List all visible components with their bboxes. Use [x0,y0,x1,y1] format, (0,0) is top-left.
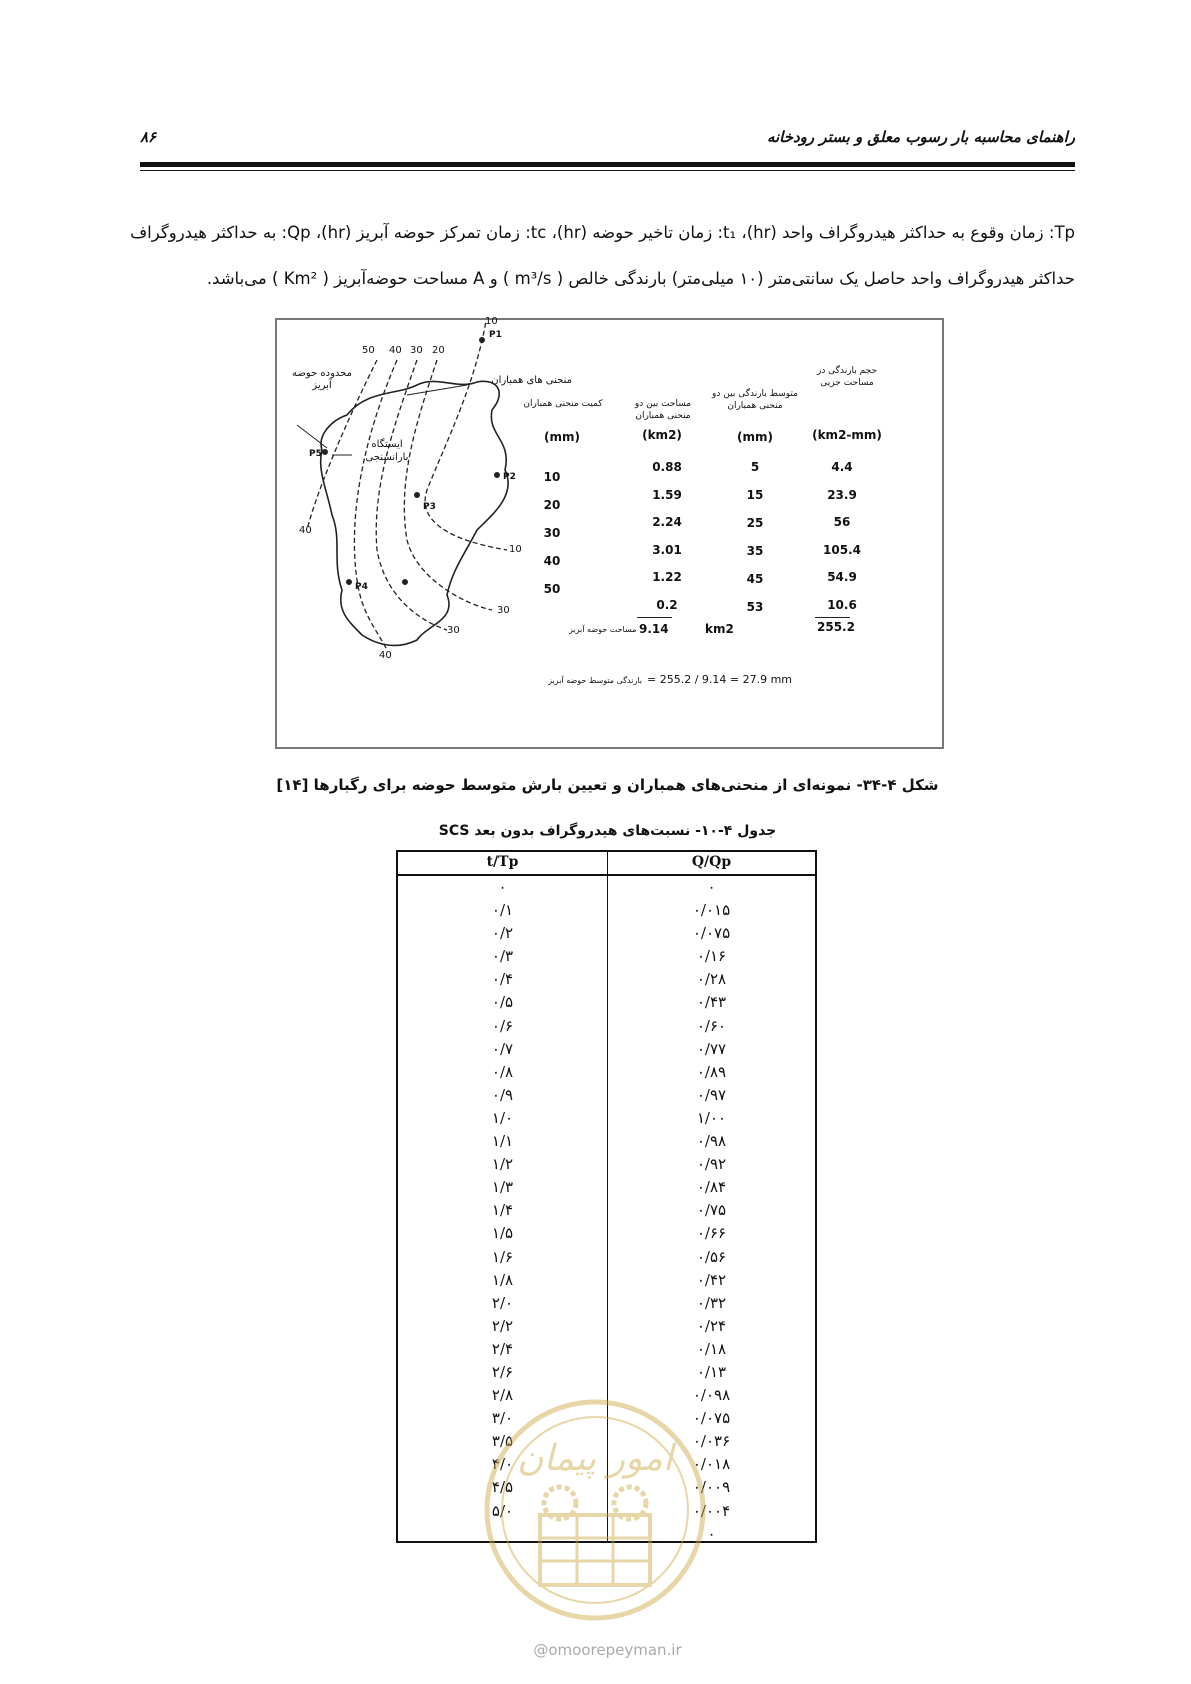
boundary-label: محدوده حوضه آبریز [292,368,352,391]
footer-handle: @omoorepeyman.ir [533,1641,682,1659]
volume-value: 54.9 [827,570,857,584]
col-header-t-tp: t/Tp [486,854,519,870]
area-value: 3.01 [652,542,682,557]
area-value: 1.59 [652,487,682,502]
q-qp-cell: ۰/۴۲ [696,1270,727,1289]
table-row [398,1130,815,1153]
isohyet-value: 40 [543,554,561,568]
t-tp-cell: ۱/۳ [491,1178,514,1197]
isohyet-side-label: 30 [497,605,510,616]
table-row [398,1269,815,1292]
volume-value: 10.6 [827,597,857,612]
station-marker [494,472,500,478]
watermark-stamp [480,1395,710,1625]
volume-value: 4.4 [831,460,853,474]
col-header-q-qp: Q/Qp [691,854,732,870]
isohyet-side-label: 30 [447,625,460,636]
t-tp-cell: ۰/۷ [491,1039,514,1058]
sum-rule [637,617,672,618]
t-tp-cell: ۰/۱ [491,901,514,920]
table-row [398,1222,815,1245]
table-row [398,1315,815,1338]
paragraph-line: Tp: زمان وقوع به حداکثر هیدروگراف واحد (hr)، t₁: زمان تاخیر حوضه (hr)، tc: زمان تمرکز حوضه آبریز (hr)، Qp: به حداکثر هیدروگراف [130,223,1075,242]
isohyet-top-label: 20 [432,345,445,356]
avg-rain-value: 53 [746,600,764,614]
station-name: P5 [309,449,322,459]
q-qp-cell: ۰/۰۱۵ [692,901,731,920]
t-tp-cell: ۳/۰ [491,1409,514,1428]
fig-col-header: کمیت منحنی همباران [523,399,603,409]
station-name: P2 [503,472,516,482]
running-title: راهنمای محاسبه بار رسوب معلق و بستر رودخانه [766,128,1075,146]
table-row [398,1361,815,1384]
t-tp-cell: ۴/۰ [491,1455,514,1474]
avg-rain-value: 25 [746,516,764,530]
table-caption: جدول ۴-۱۰- نسبت‌های هیدروگراف بدون بعد SCS [438,823,777,839]
avg-rain-value: 45 [746,572,764,586]
t-tp-cell: ۳/۵ [491,1432,514,1451]
fig-col-header: مساحت بین دو منحنی همباران [634,399,692,421]
area-value: 1.22 [652,570,682,584]
avg-rain-value: 5 [750,460,760,474]
table-row [398,1153,815,1176]
q-qp-cell: ۰/۱۳ [696,1362,727,1381]
area-value: 2.24 [652,515,682,529]
t-tp-cell: ۲/۲ [491,1316,514,1335]
isohyet-side-label: 10 [509,544,522,555]
station-name: P1 [489,330,502,340]
q-qp-cell: ۰/۲۸ [696,970,727,989]
stamp-text: امور پیمان [517,1438,673,1479]
isohyet-label: منحنی های همباران [491,375,572,386]
table-header-row [398,852,815,876]
table-row [398,1015,815,1038]
isohyet-top-label: 40 [389,345,402,356]
q-qp-cell: ۰/۰۰۹ [692,1478,731,1497]
volume-value: 23.9 [827,487,857,502]
isohyet-top-label: 10 [485,316,498,327]
q-qp-cell: ۰/۰۷۵ [692,1409,731,1428]
q-qp-cell: ۰/۶۶ [696,1224,727,1243]
fig-unit: (km2-mm) [812,428,882,442]
table-row [398,1176,815,1199]
page-number: ۸۶ [140,128,157,146]
t-tp-cell: ۲/۴ [491,1339,514,1358]
leader-line [407,385,467,395]
t-tp-cell: ۰/۲ [491,924,514,943]
t-tp-cell: ۰/۹ [491,1085,514,1104]
fig-col-header: متوسط بارندگی بین دو منحنی همباران [712,389,798,411]
table-row [398,1107,815,1130]
paragraph-line: حداکثر هیدروگراف واحد حاصل یک سانتی‌متر (۱۰ میلی‌متر) بارندگی خالص ( m³/s ) و A مساحت حوضه‌آبریز ( Km² ) می‌باشد. [206,269,1075,288]
station-marker [402,579,408,585]
isohyet-value: 10 [543,470,561,484]
q-qp-cell: ۰/۱۸ [696,1339,727,1358]
q-qp-cell: ۰/۸۹ [696,1062,727,1081]
q-qp-cell: ۰/۰۹۸ [692,1386,731,1405]
table-row [398,876,815,899]
avg-rain-value: 35 [746,544,764,558]
q-qp-cell: ۰/۳۲ [696,1293,727,1312]
t-tp-cell: ۰/۴ [491,970,514,989]
t-tp-cell: ۵/۰ [491,1501,514,1520]
table-row [398,1199,815,1222]
formula: = 255.2 / 9.14 = 27.9 mm [647,673,793,686]
formula-label: بارندگی متوسط حوضه آبریز [548,676,642,685]
t-tp-cell: ۰ [498,878,507,896]
table-row [398,991,815,1014]
q-qp-cell: ۰/۰۷۵ [692,924,731,943]
area-value: 0.88 [652,460,682,474]
total-volume: 255.2 [817,620,855,634]
table-row [398,1061,815,1084]
station-name: P3 [423,502,436,512]
sum-rule [815,617,850,618]
t-tp-cell: ۴/۵ [491,1478,514,1497]
avg-rain-value: 15 [746,488,764,502]
table-row [398,1084,815,1107]
total-area-unit: km2 [705,622,734,636]
body-paragraph [130,212,1075,304]
q-qp-cell: ۰/۲۴ [696,1316,727,1335]
table-row [398,899,815,922]
t-tp-cell: ۰/۶ [491,1016,514,1035]
isohyet-top-label: 30 [410,345,423,356]
isohyet-value: 30 [543,526,561,540]
q-qp-cell: ۰/۸۴ [696,1178,727,1197]
total-area: 9.14 [639,622,669,636]
table-row [398,945,815,968]
q-qp-cell: ۰/۹۲ [696,1155,727,1174]
table-row [398,1246,815,1269]
figure-caption: شکل ۴-۳۴- نمونه‌ای از منحنی‌های همباران و تعیین بارش متوسط حوضه برای رگبارها [۱۴] [276,776,939,794]
q-qp-cell: ۰/۰۰۴ [692,1501,731,1520]
q-qp-cell: ۰/۰۳۶ [692,1432,731,1451]
t-tp-cell: ۲/۶ [491,1362,514,1381]
t-tp-cell: ۱/۲ [491,1155,514,1174]
t-tp-cell: ۲/۰ [491,1293,514,1312]
volume-value: 56 [833,515,851,529]
fig-unit: (km2) [642,428,682,442]
isohyet-line [376,360,447,630]
total-area-label: مساحت حوضه آبریز [569,625,637,634]
isohyet-top-label: 50 [362,345,375,356]
t-tp-cell: ۰/۵ [491,993,514,1012]
t-tp-cell: ۰/۸ [491,1062,514,1081]
t-tp-cell: ۱/۴ [491,1201,514,1220]
t-tp-cell: ۱/۰ [491,1108,514,1127]
volume-value: 105.4 [823,542,861,557]
table-row [398,1338,815,1361]
station-marker [414,492,420,498]
q-qp-cell: ۰/۵۶ [696,1247,727,1266]
q-qp-cell: ۰/۶۰ [696,1016,727,1035]
isohyet-value: 50 [543,582,561,596]
isohyet-side-label: 40 [299,525,312,536]
q-qp-cell: ۰/۷۵ [696,1201,727,1220]
table-row [398,1038,815,1061]
q-qp-cell: ۰/۱۶ [696,947,727,966]
table-row [398,968,815,991]
fig-unit: (mm) [737,430,773,444]
t-tp-cell: ۱/۱ [491,1132,514,1151]
station-marker [322,449,328,455]
q-qp-cell: ۰/۹۷ [696,1085,727,1104]
station-marker [479,337,485,343]
q-qp-cell: ۰/۴۳ [696,993,727,1012]
page-header [140,128,1075,158]
station-name: P4 [355,582,368,592]
header-rule-thin [140,170,1075,171]
t-tp-cell: ۱/۸ [491,1270,514,1289]
q-qp-cell: ۱/۰۰ [696,1108,727,1127]
q-qp-cell: ۰ [707,878,716,896]
fig-unit: (mm) [544,430,580,444]
isohyet-side-label: 40 [379,650,392,661]
table-row [398,922,815,945]
q-qp-cell: ۰ [707,1524,716,1543]
t-tp-cell: ۱/۶ [491,1247,514,1266]
header-rule-thick [140,162,1075,167]
table-row [398,1292,815,1315]
t-tp-cell: ۱/۵ [491,1224,514,1243]
isohyet-line [404,360,492,610]
q-qp-cell: ۰/۹۸ [696,1132,727,1151]
area-value: 0.2 [656,597,678,612]
isohyet-value: 20 [543,498,561,512]
isohyet-figure [275,318,944,749]
q-qp-cell: ۰/۷۷ [696,1039,727,1058]
station-label: ایستگاه بارانسنجی [365,439,409,463]
t-tp-cell: ۲/۸ [491,1386,514,1405]
q-qp-cell: ۰/۰۱۸ [692,1455,731,1474]
fig-col-header: حجم بارندگی در مساحت جزیی [816,366,878,388]
t-tp-cell: ۰/۳ [491,947,514,966]
station-marker [346,579,352,585]
